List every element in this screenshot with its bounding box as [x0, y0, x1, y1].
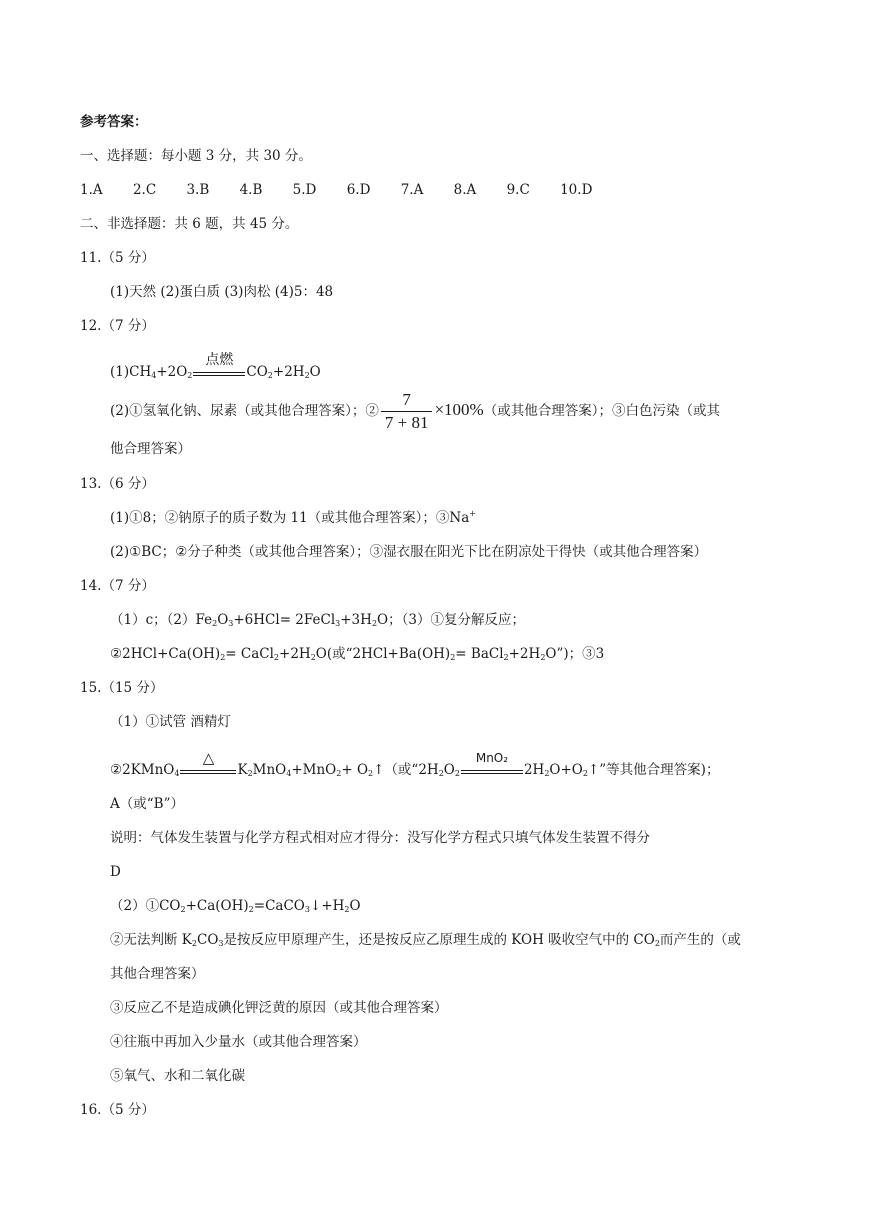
q12-heading: 12.（7 分）: [80, 318, 155, 334]
q11-answer: (1)天然 (2)蛋白质 (3)肉松 (4)5：48: [110, 284, 334, 300]
choice-answer: 9.C: [506, 182, 530, 198]
choice-answer: 2.C: [132, 182, 157, 198]
choice-answer: 8.A: [453, 182, 477, 198]
choice-answer: 1.A: [80, 182, 103, 198]
q15-equation: ②2KMnO$_4$ △ $K_2MnO_4+MnO_2+$ $O_2↑$（或“$2H_2O_2$ MnO₂ $2H_2O+O_2↑$”等其他合理答案)；: [110, 748, 720, 778]
q15-line1: （1）①试管 酒精灯: [110, 714, 231, 730]
q15-line11: ⑤氧气、水和二氧化碳: [110, 1068, 245, 1084]
q15-line8: 其他合理答案）: [110, 966, 205, 982]
q15-note: 说明：气体发生装置与化学方程式相对应才得分：没写化学方程式只填气体发生装置不得分: [110, 830, 650, 846]
q13-part2: (2)①BC；②分子种类（或其他合理答案）；③湿衣服在阳光下比在阴凉处干得快（或其他合理答案）: [110, 544, 708, 560]
reaction-condition: 点燃: [193, 366, 245, 380]
q15-line3: A（或“B”）: [110, 796, 184, 812]
section-heading-nonchoice: 二、非选择题：共 6 题，共 45 分。: [80, 216, 299, 232]
choice-answer: 6.D: [346, 182, 371, 198]
section-heading-choice: 一、选择题：每小题 3 分，共 30 分。: [80, 148, 312, 164]
q11-heading: 11.（5 分）: [80, 250, 155, 266]
choice-answer: 3.B: [186, 182, 210, 198]
choice-answer: 7.A: [400, 182, 424, 198]
choice-answer: 5.D: [292, 182, 317, 198]
fraction: $\frac{7}{7 + 81}$: [381, 389, 433, 434]
page-title: 参考答案：: [80, 114, 148, 130]
reaction-condition: MnO₂: [461, 764, 523, 778]
choice-answer: 4.B: [239, 182, 263, 198]
q12-part2-cont: 他合理答案）: [110, 441, 191, 457]
q16-heading: 16.（5 分）: [80, 1102, 155, 1118]
q14-line2: $②2HCl+Ca(OH)_2=$ $CaCl_2+2H_2O$(或“$2HCl+Ba(OH)_2=$ $BaCl_2+2H_2O$”)；③3: [110, 646, 605, 662]
q13-heading: 13.（6 分）: [80, 476, 155, 492]
q15-line6: $(2)①CO_2+Ca(OH)_2=CaCO_3↓+H_2O$: [110, 898, 361, 914]
q12-part2: (2)①氢氧化钠、尿素（或其他合理答案）；② $\frac{7}{7 + 81}$ ×100%（或其他合理答案）；③白色污染（或其: [110, 390, 720, 432]
choice-answer: 10.D: [560, 182, 593, 198]
q15-heading: 15.（15 分）: [80, 680, 164, 696]
reaction-condition: △: [180, 764, 236, 778]
q14-heading: 14.（7 分）: [80, 578, 155, 594]
q15-line5: D: [110, 864, 121, 880]
choice-answers: [80, 180, 618, 200]
q15-line7: ②无法判断 $K_2CO_3$是按反应甲原理产生，还是按反应乙原理生成的 KOH 吸收空气中的 $CO_2$而产生的（或: [110, 932, 741, 948]
q12-equation: $(1)CH_4+2O_2$ 点燃 $CO_2+2H_2O$: [110, 351, 321, 380]
q15-line9: ③反应乙不是造成碘化钾泛黄的原因（或其他合理答案）: [110, 1000, 448, 1016]
q14-line1: （1）c；$(2)Fe_2O_3+6HCl=$ $2FeCl_3+3H_2O$；（3）①复分解反应；: [110, 612, 525, 628]
q13-part1: (1)①8；②钠原子的质子数为 11（或其他合理答案）；③Na+: [110, 509, 476, 526]
q15-line10: ④往瓶中再加入少量水（或其他合理答案）: [110, 1034, 367, 1050]
